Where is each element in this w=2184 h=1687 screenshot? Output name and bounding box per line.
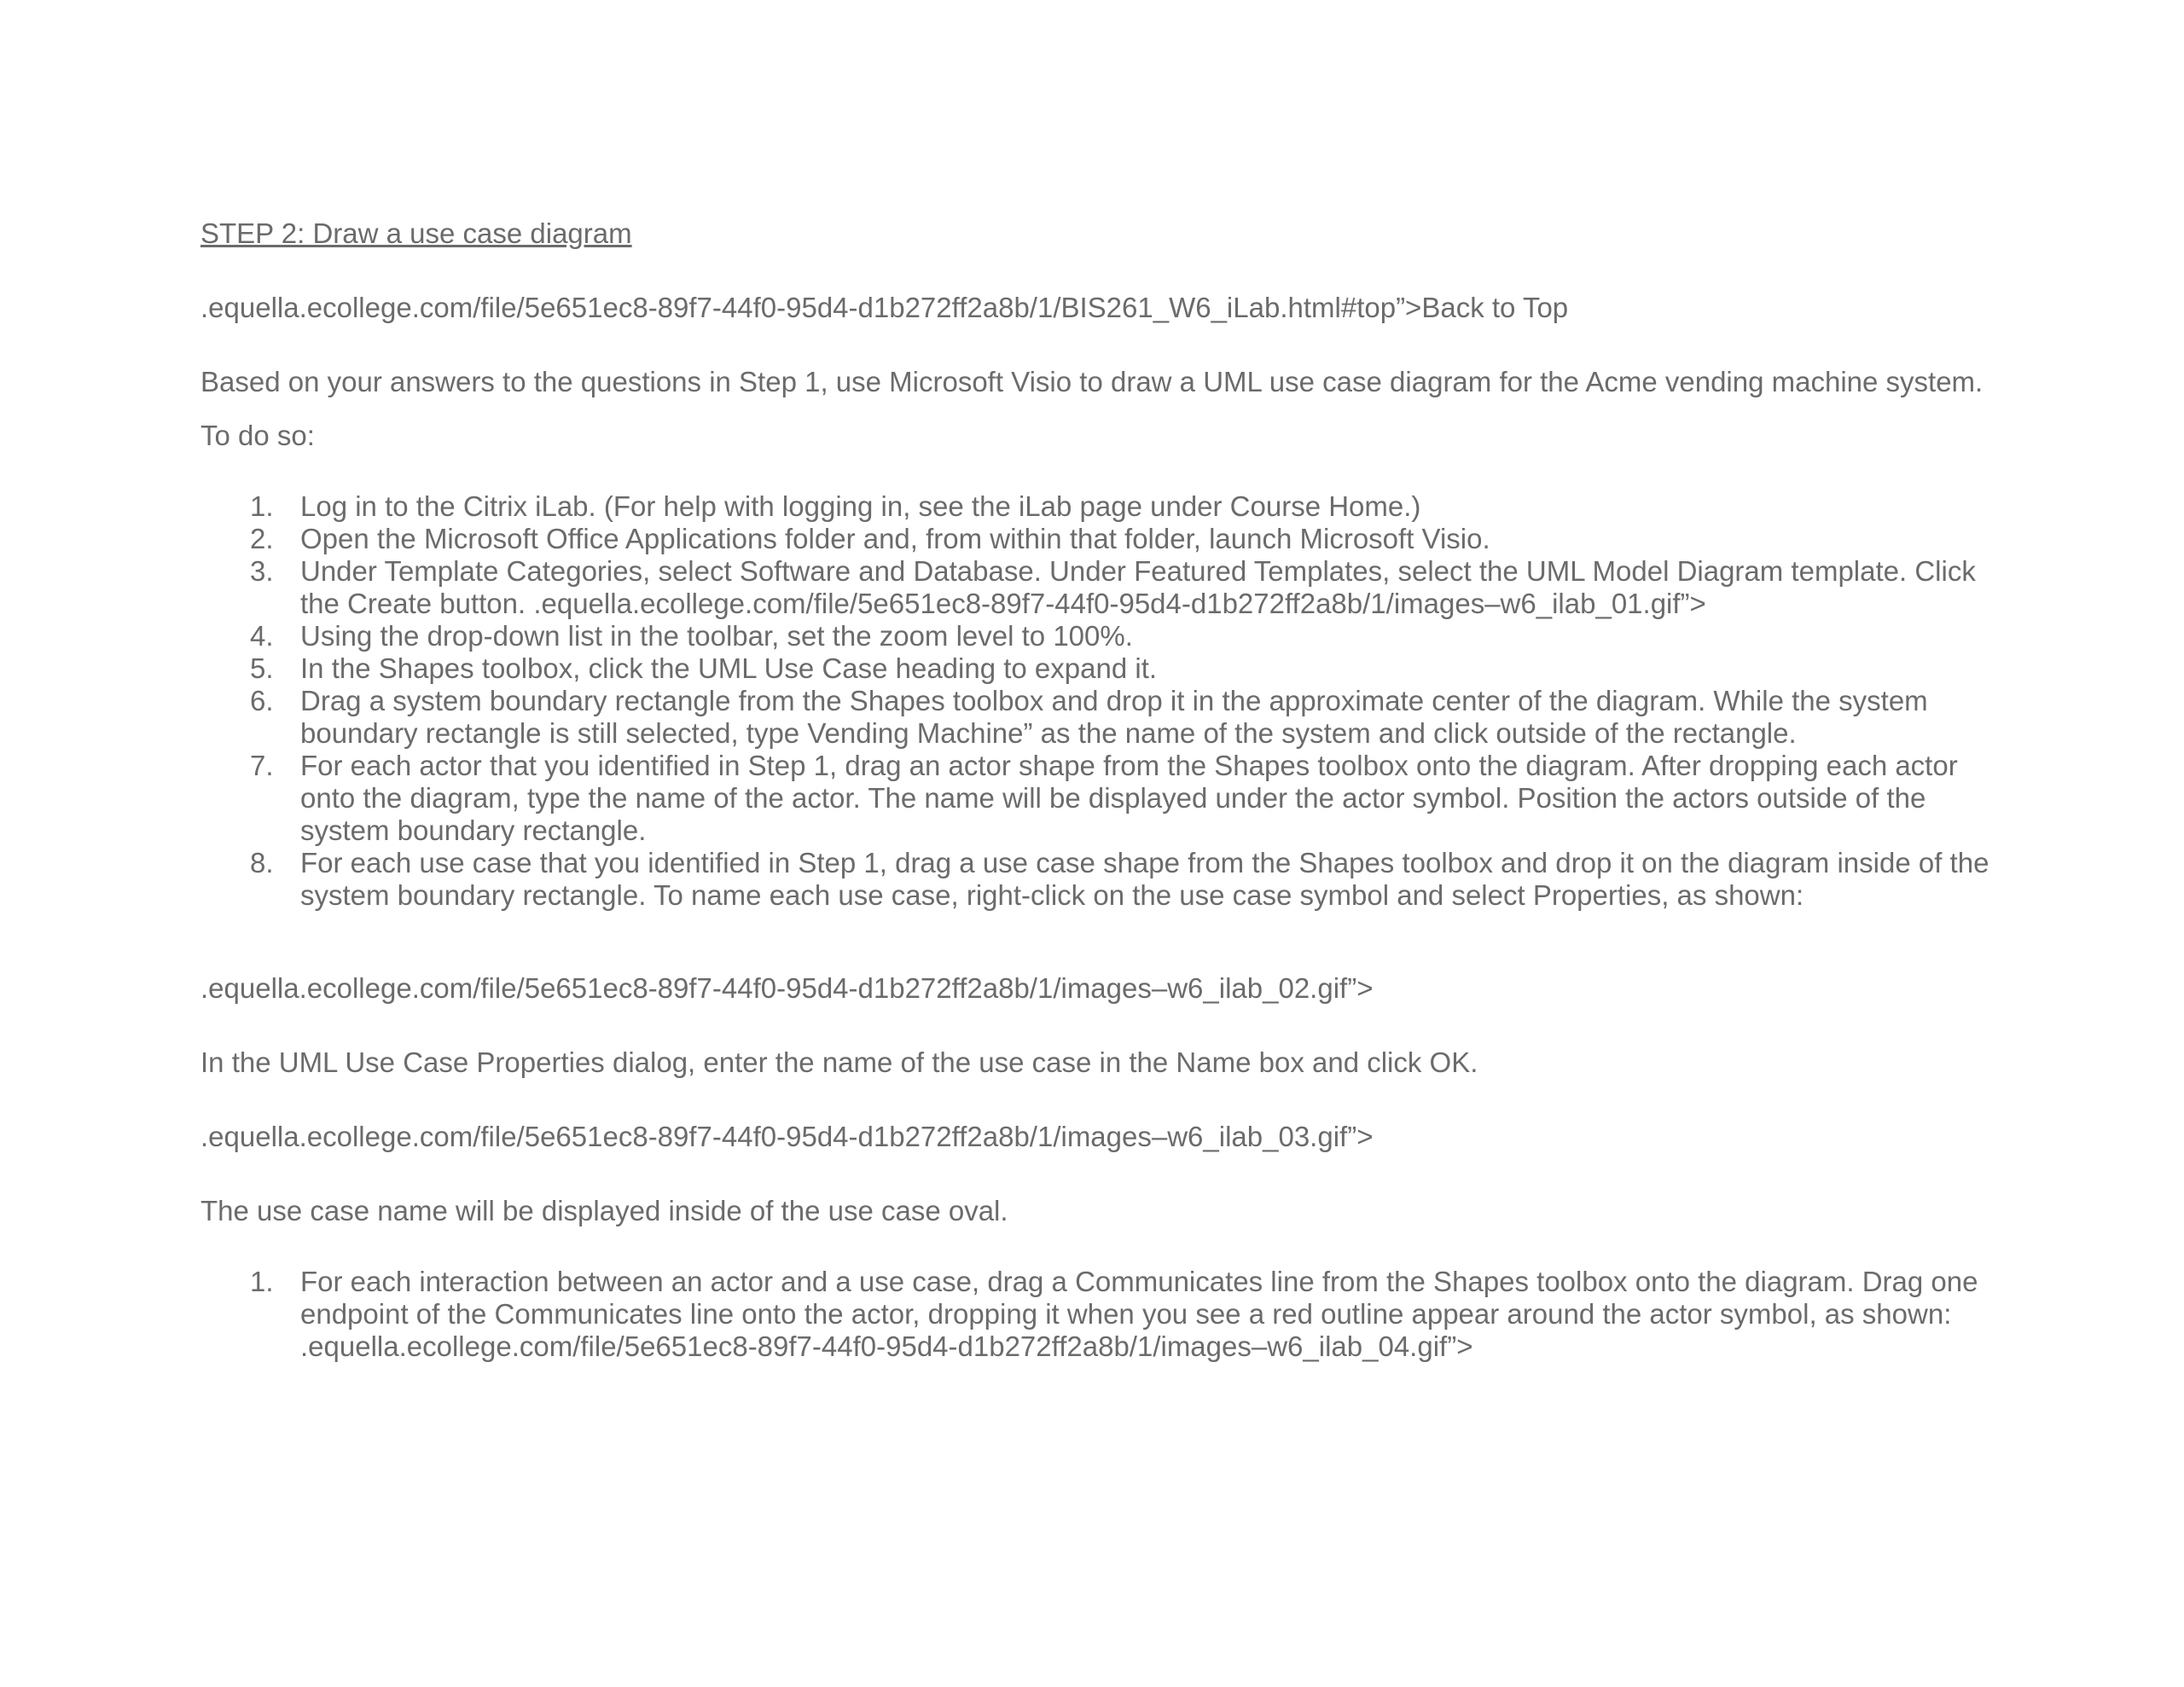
list-item-number: 4. <box>250 620 274 652</box>
list-item <box>200 523 2009 555</box>
list-item-text: For each use case that you identified in Step 1, drag a use case shape from the Shapes toolbox and drop it on the diagram inside of the system boundary rectangle. To name each use case, right-click on the use case symbol and select Properties, as shown: <box>300 847 1989 911</box>
list-item-text: Drag a system boundary rectangle from the Shapes toolbox and drop it in the approximate center of the diagram. While the system boundary rectangle is still selected, type Vending Machine” as the name of the system and click outside of the rectangle. <box>300 685 1928 749</box>
list-item-number: 1. <box>250 1266 274 1297</box>
list-item-text: Under Template Categories, select Software and Database. Under Featured Templates, select the UML Model Diagram template. Click the Create button. .equella.ecollege.com/file/5e651ec8-89f7-44f0-95d4-d1b272ff2a8b/1/images–w6_ilab_01.gif”> <box>300 555 1976 619</box>
list-item <box>200 620 2009 652</box>
list-item-number: 6. <box>250 685 274 716</box>
step-heading: STEP 2: Draw a use case diagram <box>200 217 632 249</box>
image-reference-02: .equella.ecollege.com/file/5e651ec8-89f7-44f0-95d4-d1b272ff2a8b/1/images–w6_ilab_02.gif”> <box>200 972 1374 1004</box>
list-item <box>200 685 2009 750</box>
properties-paragraph: In the UML Use Case Properties dialog, enter the name of the use case in the Name box and click OK. <box>200 1046 1478 1078</box>
list-item <box>200 490 2009 523</box>
steps-list-2 <box>200 1266 2009 1363</box>
list-item-text: Log in to the Citrix iLab. (For help with logging in, see the iLab page under Course Home.) <box>300 490 1421 522</box>
list-item-number: 7. <box>250 750 274 781</box>
list-item-text: In the Shapes toolbox, click the UML Use Case heading to expand it. <box>300 652 1158 684</box>
list-item <box>200 847 2009 912</box>
intro-paragraph: Based on your answers to the questions in Step 1, use Microsoft Visio to draw a UML use case diagram for the Acme vending machine system. <box>200 366 1984 397</box>
list-item-number: 2. <box>250 523 274 554</box>
list-item-text: For each interaction between an actor and a use case, drag a Communicates line from the Shapes toolbox onto the diagram. Drag one endpoint of the Communicates line onto the actor, dropping it when you see a red outline appear around the actor symbol, as shown: .equella.ecollege.com/file/5e651ec8-89f7-44f0-95d4-d1b272ff2a8b/1/images–w6_ilab_04.gif”> <box>300 1266 1978 1362</box>
image-reference-03: .equella.ecollege.com/file/5e651ec8-89f7-44f0-95d4-d1b272ff2a8b/1/images–w6_ilab_03.gif”> <box>200 1121 1374 1152</box>
list-item <box>200 1266 2009 1363</box>
back-to-top-link-text: .equella.ecollege.com/file/5e651ec8-89f7-44f0-95d4-d1b272ff2a8b/1/BIS261_W6_iLab.html#top”>Back to Top <box>200 292 1569 323</box>
displayed-paragraph: The use case name will be displayed inside of the use case oval. <box>200 1195 1008 1226</box>
list-item-number: 8. <box>250 847 274 878</box>
todo-label: To do so: <box>200 420 315 451</box>
list-item-text: Using the drop-down list in the toolbar, set the zoom level to 100%. <box>300 620 1133 652</box>
list-item-number: 5. <box>250 652 274 684</box>
document-page <box>200 217 2009 1363</box>
list-item <box>200 652 2009 685</box>
list-item-text: Open the Microsoft Office Applications folder and, from within that folder, launch Microsoft Visio. <box>300 523 1490 554</box>
list-item <box>200 750 2009 847</box>
list-item-number: 3. <box>250 555 274 587</box>
steps-list <box>200 490 2009 912</box>
list-item-number: 1. <box>250 490 274 522</box>
list-item-text: For each actor that you identified in Step 1, drag an actor shape from the Shapes toolbox onto the diagram. After dropping each actor onto the diagram, type the name of the actor. The name will be displayed under the actor symbol. Position the actors outside of the system boundary rectangle. <box>300 750 1958 846</box>
list-item <box>200 555 2009 620</box>
